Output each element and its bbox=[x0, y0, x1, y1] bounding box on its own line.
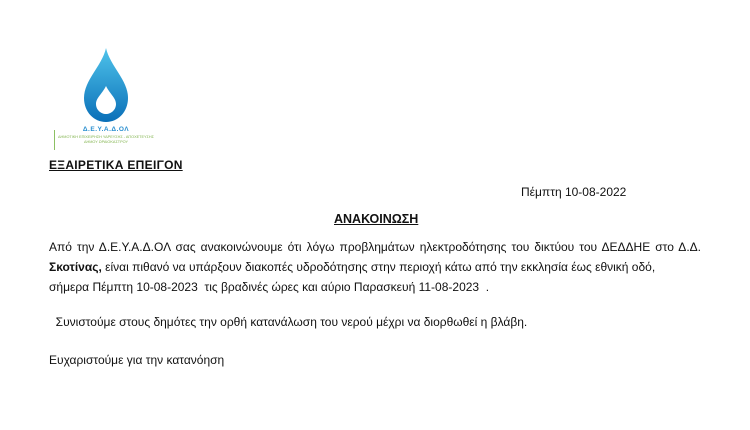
village-name: Σκοτίνας, bbox=[49, 260, 102, 274]
organization-subtitle-line-2: ΔΗΜΟΥ ΩΡΑΙΟΚΑΣΤΡΟΥ bbox=[83, 140, 129, 144]
body-text-part-2: είναι πιθανό να υπάρξουν διακοπές υδροδότησης στην περιοχή κάτω από την εκκλησία έως εθνική οδό, bbox=[105, 260, 656, 274]
organization-subtitle bbox=[56, 135, 156, 145]
urgent-label: ΕΞΑΙΡΕΤΙΚΑ ΕΠΕΙΓΟΝ bbox=[49, 158, 183, 172]
logo-divider bbox=[54, 130, 55, 150]
notice-title: ΑΝΑΚΟΙΝΩΣΗ bbox=[334, 212, 419, 226]
water-drop-icon bbox=[80, 46, 132, 124]
advice-paragraph: Συνιστούμε στους δημότες την ορθή κατανάλωση του νερού μέχρι να διορθωθεί η βλάβη. bbox=[49, 315, 528, 329]
body-text-part-1: Από την Δ.Ε.Υ.Α.Δ.ΟΛ σας ανακοινώνουμε ότι λόγω προβλημάτων ηλεκτροδότησης του δικτύου του ΔΕΔΔΗΕ στο Δ.Δ. bbox=[49, 240, 701, 254]
body-text-part-3: σήμερα Πέμπτη 10-08-2023 τις βραδινές ώρες και αύριο Παρασκευή 11-08-2023 . bbox=[49, 280, 490, 294]
organization-logo bbox=[56, 46, 156, 150]
notice-body bbox=[49, 237, 701, 297]
notice-date: Πέμπτη 10-08-2022 bbox=[521, 185, 627, 199]
thanks-paragraph: Ευχαριστούμε για την κατανόηση bbox=[49, 353, 225, 367]
organization-name: Δ.Ε.Υ.Α.Δ.ΟΛ bbox=[82, 126, 130, 133]
organization-subtitle-line-1: ΔΗΜΟΤΙΚΗ ΕΠΙΧΕΙΡΗΣΗ ΥΔΡΕΥΣΗΣ - ΑΠΟΧΕΤΕΥΣΗΣ bbox=[58, 135, 154, 139]
